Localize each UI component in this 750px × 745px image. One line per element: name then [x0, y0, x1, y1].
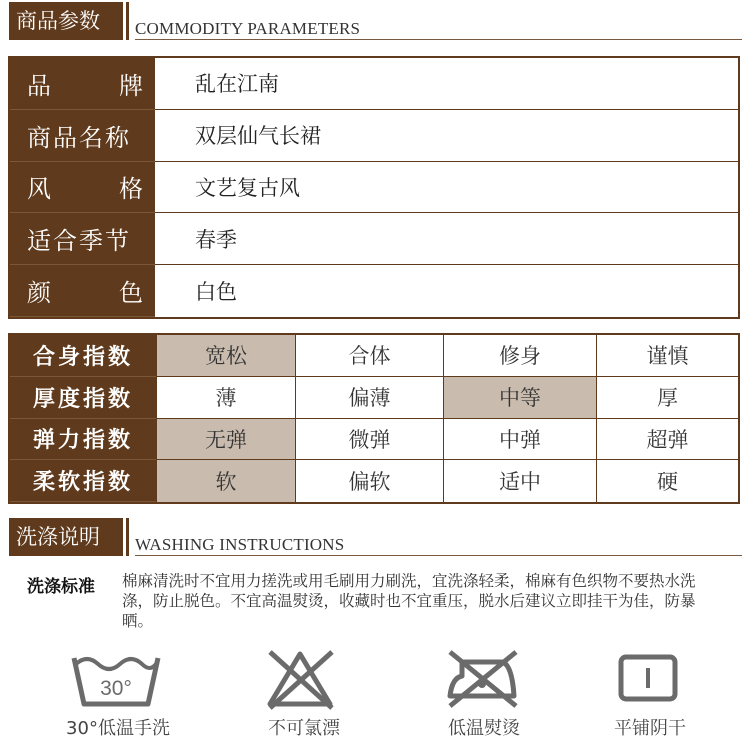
index-row-softness — [10, 460, 738, 502]
param-label: 风 格 — [10, 162, 155, 214]
param-label: 颜 色 — [10, 265, 155, 317]
param-value: 文艺复古风 — [155, 162, 738, 214]
wash-standard-text: 棉麻清洗时不宜用力搓洗或用毛刷用力刷洗，宜洗涤轻柔，棉麻有色织物不要热水洗涤，防止脱色。不宜高温熨烫，收藏时也不宜重压，脱水后建议立即挂干为佳，防暴晒。 — [122, 572, 696, 630]
index-row-elasticity — [10, 419, 738, 461]
index-label: 弹力指数 — [10, 419, 156, 461]
index-option: 谨慎 — [596, 335, 738, 377]
index-row-thickness — [10, 377, 738, 419]
index-option: 合体 — [295, 335, 443, 377]
index-option: 硬 — [596, 460, 738, 502]
care-label: 平铺阴干 — [614, 718, 686, 739]
low-iron-icon — [444, 648, 520, 708]
index-option: 中弹 — [443, 419, 596, 461]
header-divider — [126, 518, 129, 556]
index-option: 软 — [156, 460, 295, 502]
care-label: 低温熨烫 — [448, 718, 520, 739]
param-row-color — [10, 265, 738, 317]
index-option: 宽松 — [156, 335, 295, 377]
index-option: 中等 — [443, 377, 596, 419]
index-label: 厚度指数 — [10, 377, 156, 419]
params-section-header — [9, 2, 742, 40]
wash-30-icon — [70, 648, 162, 708]
index-option: 薄 — [156, 377, 295, 419]
index-option: 无弹 — [156, 419, 295, 461]
index-option: 偏软 — [295, 460, 443, 502]
index-option: 超弹 — [596, 419, 738, 461]
param-label: 商品名称 — [10, 110, 155, 162]
index-option: 微弹 — [295, 419, 443, 461]
index-option: 适中 — [443, 460, 596, 502]
no-bleach-icon — [264, 648, 336, 710]
index-table — [8, 333, 740, 504]
param-row-brand — [10, 58, 738, 110]
params-section-subtitle: COMMODITY PARAMETERS — [135, 19, 361, 38]
params-section-title: 商品参数 — [9, 2, 123, 40]
care-label: 30°低温手洗 — [66, 718, 170, 739]
index-option: 偏薄 — [295, 377, 443, 419]
param-row-name — [10, 110, 738, 162]
index-option: 修身 — [443, 335, 596, 377]
care-label: 不可氯漂 — [268, 718, 340, 739]
param-value: 白色 — [195, 280, 237, 305]
wash-section-title: 洗涤说明 — [9, 518, 123, 556]
header-rule — [135, 39, 742, 40]
param-row-style — [10, 162, 738, 214]
param-label: 适合季节 — [10, 213, 155, 265]
wash-section-subtitle: WASHING INSTRUCTIONS — [135, 535, 345, 554]
dry-flat-shade-icon — [618, 654, 678, 702]
wash-section-header — [9, 518, 742, 556]
param-row-season — [10, 213, 738, 265]
param-value: 乱在江南 — [155, 58, 738, 110]
svg-text:30°: 30° — [100, 677, 132, 700]
param-label: 品 牌 — [10, 58, 155, 110]
index-label: 柔软指数 — [10, 460, 156, 502]
params-table — [8, 56, 740, 319]
index-label: 合身指数 — [10, 335, 156, 377]
wash-standard-label: 洗涤标准 — [27, 577, 95, 597]
index-option: 厚 — [596, 377, 738, 419]
header-divider — [126, 2, 129, 40]
param-value: 春季 — [155, 213, 738, 265]
header-rule — [135, 555, 742, 556]
index-row-fit — [10, 335, 738, 377]
param-value: 双层仙气长裙 — [155, 110, 738, 162]
